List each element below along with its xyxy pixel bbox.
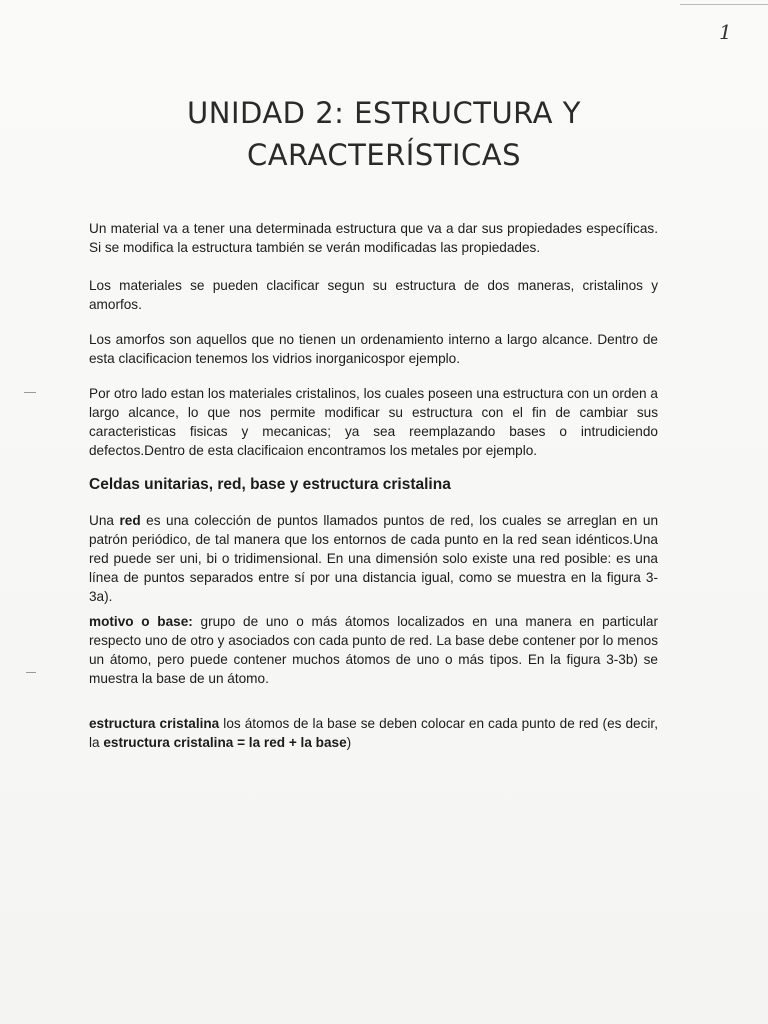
intro-paragraph: Un material va a tener una determinada estructura que va a dar sus propiedades específicas. Si se modifica la estructura también se verán modificadas las propiedades. xyxy=(89,221,658,255)
title-line-2: CARACTERÍSTICAS xyxy=(246,138,522,172)
red-definition-paragraph xyxy=(89,511,658,606)
page-number: 1 xyxy=(719,20,732,44)
red-definition-text: es una colección de puntos llamados puntos de red, los cuales se arreglan en un patrón periódico, de tal manera que los entornos de cada punto en la red sean idénticos.Una red puede ser uni, bi o tridimensional. En una dimensión solo existe una red posible: es una línea de puntos separados entre sí por una distancia igual, como se muestra en la figura 3-3a). xyxy=(89,513,659,604)
estructura-definition-paragraph xyxy=(89,714,658,752)
scan-edge-mark xyxy=(680,4,768,5)
scan-mark xyxy=(24,392,36,393)
estructura-definition-text: los átomos de la base se deben colocar en cada punto de red (es decir, la xyxy=(89,716,658,750)
motivo-term: motivo o base: xyxy=(89,614,193,629)
crystalline-paragraph: Por otro lado estan los materiales cristalinos, los cuales poseen una estructura con un orden a largo alcance, lo que nos permite modificar su estructura con el fin de cambiar sus caracteristicas fisicas y mecanicas; ya sea reemplazando bases o intrudiciendo defectos.Dentro de esta clacificaion encontramos los metales por ejemplo. xyxy=(89,386,658,458)
estructura-term: estructura cristalina xyxy=(89,716,220,731)
page-title xyxy=(0,92,768,176)
motivo-definition-text: grupo de uno o más átomos localizados en una manera en particular respecto uno de otro y asociados con cada punto de red. La base debe contener por lo menos un átomo, pero puede contener muchos átomos de uno o más tipos. En la figura 3-3b) se muestra la base de un átomo. xyxy=(89,614,658,686)
classification-paragraph: Los materiales se pueden clacificar segun su estructura de dos maneras, cristalinos y amorfos. xyxy=(89,278,658,312)
motivo-definition-paragraph xyxy=(89,612,658,688)
estructura-closing: ) xyxy=(346,735,352,750)
red-prefix: Una xyxy=(89,513,120,528)
estructura-formula: estructura cristalina = la red + la base xyxy=(103,735,347,750)
section-heading: Celdas unitarias, red, base y estructura cristalina xyxy=(89,476,451,493)
scan-mark xyxy=(26,672,36,673)
title-line-1: UNIDAD 2: ESTRUCTURA Y xyxy=(187,96,581,130)
amorphous-paragraph: Los amorfos son aquellos que no tienen un ordenamiento interno a largo alcance. Dentro de esta clacificacion tenemos los vidrios inorganicospor ejemplo. xyxy=(89,332,658,366)
red-term: red xyxy=(119,513,141,528)
